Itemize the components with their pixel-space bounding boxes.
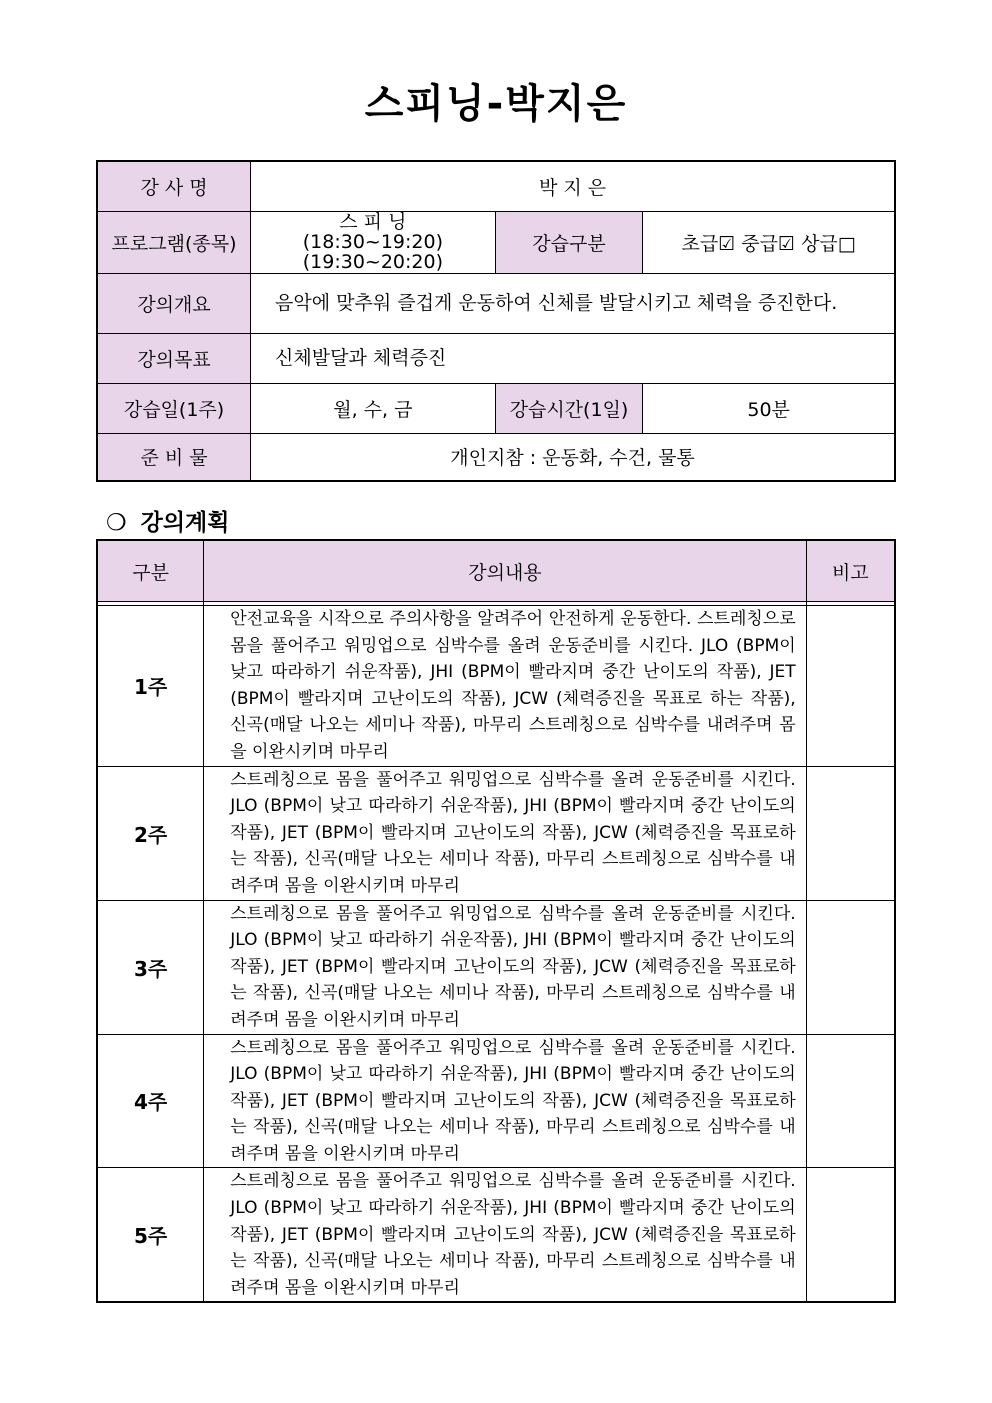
section-title: 강의계획 xyxy=(140,510,230,536)
supplies-label: 준 비 물 xyxy=(97,433,251,481)
week-content: 스트레칭으로 몸을 풀어주고 워밍업으로 심박수를 올려 운동준비를 시킨다. JLO (BPM이 낮고 따라하기 쉬운작품), JHI (BPM이 빨라지며 중간 난이도의 작품), JET (BPM이 빨라지며 고난이도의 작품), JCW (체력증진을 목표로하는 작품), 신곡(매달 나오는 세미나 작품), 마무리 스트레칭으로 심박수를 내려주며 몸을 이완시키며 마무리 xyxy=(204,1034,806,1168)
table-row xyxy=(97,1168,895,1302)
header-content: 강의내용 xyxy=(204,540,806,602)
week-note xyxy=(806,900,895,1034)
program-time-1: (18:30~19:20) xyxy=(302,231,443,253)
week-content: 스트레칭으로 몸을 풀어주고 워밍업으로 심박수를 올려 운동준비를 시킨다. JLO (BPM이 낮고 따라하기 쉬운작품), JHI (BPM이 빨라지며 중간 난이도의 작품), JET (BPM이 빨라지며 고난이도의 작품), JCW (체력증진을 목표로하는 작품), 신곡(매달 나오는 세미나 작품), 마무리 스트레칭으로 심박수를 내려주며 몸을 이완시키며 마무리 xyxy=(204,766,806,900)
program-label: 프로그램(종목) xyxy=(97,211,251,273)
info-table xyxy=(96,160,896,482)
level-label: 강습구분 xyxy=(495,211,643,273)
section-heading xyxy=(106,504,230,537)
level-value: 초급☑ 중급☑ 상급□ xyxy=(643,211,895,273)
header-note: 비고 xyxy=(806,540,895,602)
days-value: 월, 수, 금 xyxy=(251,383,496,433)
instructor-label: 강 사 명 xyxy=(97,161,251,211)
table-row xyxy=(97,1034,895,1168)
week-content: 안전교육을 시작으로 주의사항을 알려주어 안전하게 운동한다. 스트레칭으로 몸을 풀어주고 워밍업으로 심박수를 올려 운동준비를 시킨다. JLO (BPM이 낮고 따라하기 쉬운작품), JHI (BPM이 빨라지며 중간 난이도의 작품), JET (BPM이 빨라지며 고난이도의 작품), JCW (체력증진을 목표로 하는 작품), 신곡(매달 나오는 세미나 작품), 마무리 스트레칭으로 심박수를 내려주며 몸을 이완시키며 마무리 xyxy=(204,606,806,767)
week-note xyxy=(806,1168,895,1302)
program-name: 스 피 닝 xyxy=(339,211,407,233)
plan-table xyxy=(96,539,896,1303)
week-note xyxy=(806,1034,895,1168)
goal-value: 신체발달과 체력증진 xyxy=(251,333,895,383)
week-label: 3주 xyxy=(97,900,204,1034)
week-note xyxy=(806,606,895,767)
week-note xyxy=(806,766,895,900)
plan-header-row xyxy=(97,540,895,602)
instructor-value: 박 지 은 xyxy=(251,161,895,211)
week-label: 2주 xyxy=(97,766,204,900)
overview-value: 음악에 맞추워 즐겁게 운동하여 신체를 발달시키고 체력을 증진한다. xyxy=(251,273,895,333)
goal-label: 강의목표 xyxy=(97,333,251,383)
program-time-2: (19:30~20:20) xyxy=(302,251,443,273)
table-row xyxy=(97,900,895,1034)
week-label: 5주 xyxy=(97,1168,204,1302)
page-title: 스피닝-박지은 xyxy=(364,81,628,127)
week-label: 1주 xyxy=(97,606,204,767)
supplies-value: 개인지참 : 운동화, 수건, 물통 xyxy=(251,433,895,481)
overview-label: 강의개요 xyxy=(97,273,251,333)
duration-value: 50분 xyxy=(643,383,895,433)
table-row xyxy=(97,766,895,900)
table-row xyxy=(97,606,895,767)
week-content: 스트레칭으로 몸을 풀어주고 워밍업으로 심박수를 올려 운동준비를 시킨다. JLO (BPM이 낮고 따라하기 쉬운작품), JHI (BPM이 빨라지며 중간 난이도의 작품), JET (BPM이 빨라지며 고난이도의 작품), JCW (체력증진을 목표로하는 작품), 신곡(매달 나오는 세미나 작품), 마무리 스트레칭으로 심박수를 내려주며 몸을 이완시키며 마무리 xyxy=(204,1168,806,1302)
week-content: 스트레칭으로 몸을 풀어주고 워밍업으로 심박수를 올려 운동준비를 시킨다. JLO (BPM이 낮고 따라하기 쉬운작품), JHI (BPM이 빨라지며 중간 난이도의 작품), JET (BPM이 빨라지며 고난이도의 작품), JCW (체력증진을 목표로하는 작품), 신곡(매달 나오는 세미나 작품), 마무리 스트레칭으로 심박수를 내려주며 몸을 이완시키며 마무리 xyxy=(204,900,806,1034)
header-week: 구분 xyxy=(97,540,204,602)
duration-label: 강습시간(1일) xyxy=(495,383,643,433)
week-label: 4주 xyxy=(97,1034,204,1168)
days-label: 강습일(1주) xyxy=(97,383,251,433)
program-value xyxy=(251,211,496,273)
circle-bullet-icon: ❍ xyxy=(106,510,127,536)
